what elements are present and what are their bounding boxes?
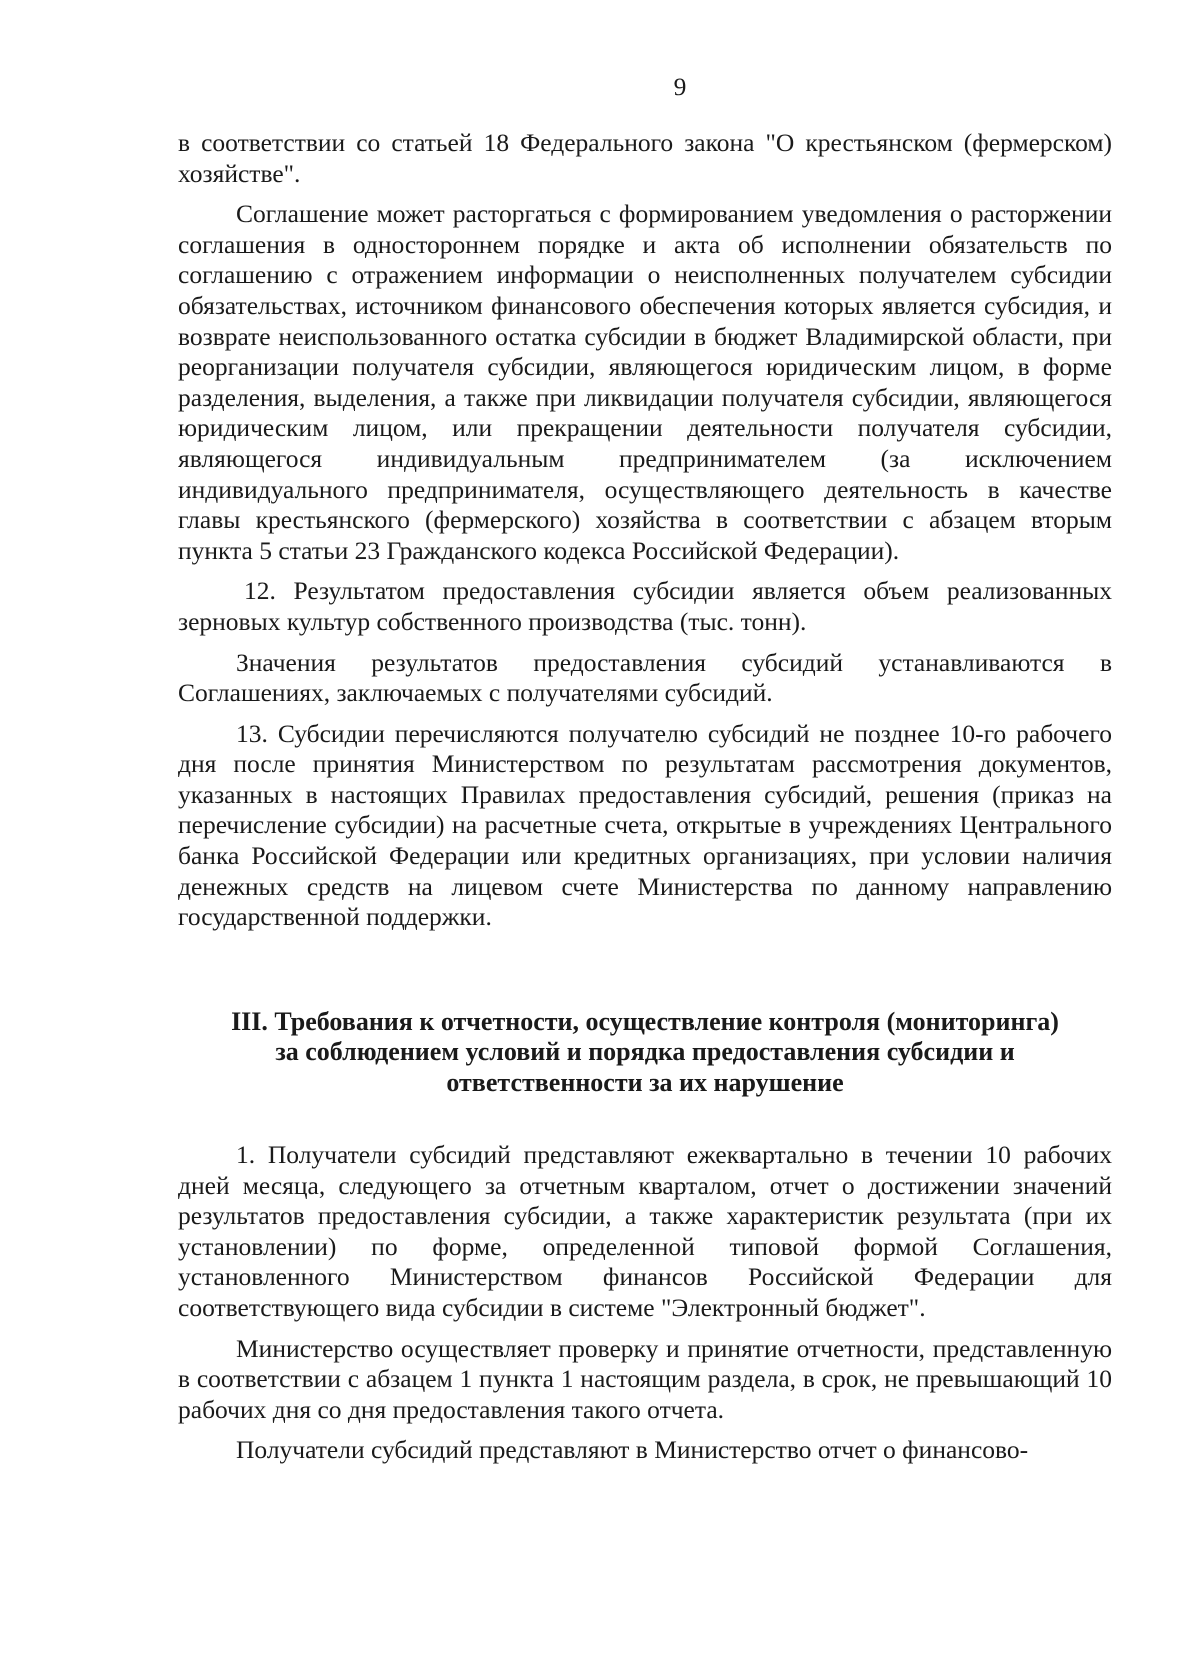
- section-heading-line-1: III. Требования к отчетности, осуществление контроля (мониторинга): [231, 1006, 1059, 1036]
- section-heading-line-3: ответственности за их нарушение: [446, 1067, 844, 1097]
- page-number: 9: [673, 72, 687, 101]
- document-body: [178, 128, 1112, 1466]
- paragraph-continuation: в соответствии со статьей 18 Федерального закона "О крестьянском (фермерском) хозяйстве".: [178, 128, 1112, 188]
- paragraph-ministry-check: Министерство осуществляет проверку и принятие отчетности, представленную в соответствии с абзацем 1 пункта 1 настоящим раздела, в срок, не превышающий 10 рабочих дня со дня предоставления такого отчета.: [178, 1333, 1112, 1424]
- paragraph-agreement-termination: Соглашение может расторгаться с формированием уведомления о расторжении соглашения в одностороннем порядке и акта об исполнении обязательств по соглашению с отражением информации о неисполненных получателем субсидии обязательствах, источником финансового обеспечения которых является субсидия, и возврате неиспользованного остатка субсидии в бюджет Владимирской области, при реорганизации получателя субсидии, являющегося юридическим лицом, в форме разделения, выделения, а также при ликвидации получателя субсидии, являющегося юридическим лицом, или прекращении деятельности получателя субсидии, являющегося индивидуальным предпринимателем (за исключением индивидуального предпринимателя, осуществляющего деятельность в качестве главы крестьянского (фермерского) хозяйства в соответствии с абзацем вторым пункта 5 статьи 23 Гражданского кодекса Российской Федерации).: [178, 199, 1112, 565]
- paragraph-section3-item-1: 1. Получатели субсидий представляют ежеквартально в течении 10 рабочих дней месяца, следующего за отчетным кварталом, отчет о достижении значений результатов предоставления субсидии, а также характеристик результата (при их установлении) по форме, определенной типовой формой Соглашения, установленного Министерством финансов Российской Федерации для соответствующего вида субсидии в системе "Электронный бюджет".: [178, 1140, 1112, 1323]
- paragraph-item-12: 12. Результатом предоставления субсидии является объем реализованных зерновых культур собственного производства (тыс. тонн).: [178, 576, 1112, 636]
- paragraph-financial-report: Получатели субсидий представляют в Министерство отчет о финансово-: [236, 1435, 1029, 1465]
- section-heading-line-2: за соблюдением условий и порядка предоставления субсидии и: [275, 1037, 1015, 1067]
- paragraph-item-13: 13. Субсидии перечисляются получателю субсидий не позднее 10-го рабочего дня после принятия Министерством по результатам рассмотрения документов, указанных в настоящих Правилах предоставления субсидий, решения (приказ на перечисление субсидии) на расчетные счета, открытые в учреждениях Центрального банка Российской Федерации или кредитных организациях, при условии наличия денежных средств на лицевом счете Министерства по данному направлению государственной поддержки.: [178, 718, 1112, 932]
- section-heading: [178, 1007, 1112, 1098]
- paragraph-result-values: Значения результатов предоставления субсидий устанавливаются в Соглашениях, заключаемых с получателями субсидий.: [178, 647, 1112, 708]
